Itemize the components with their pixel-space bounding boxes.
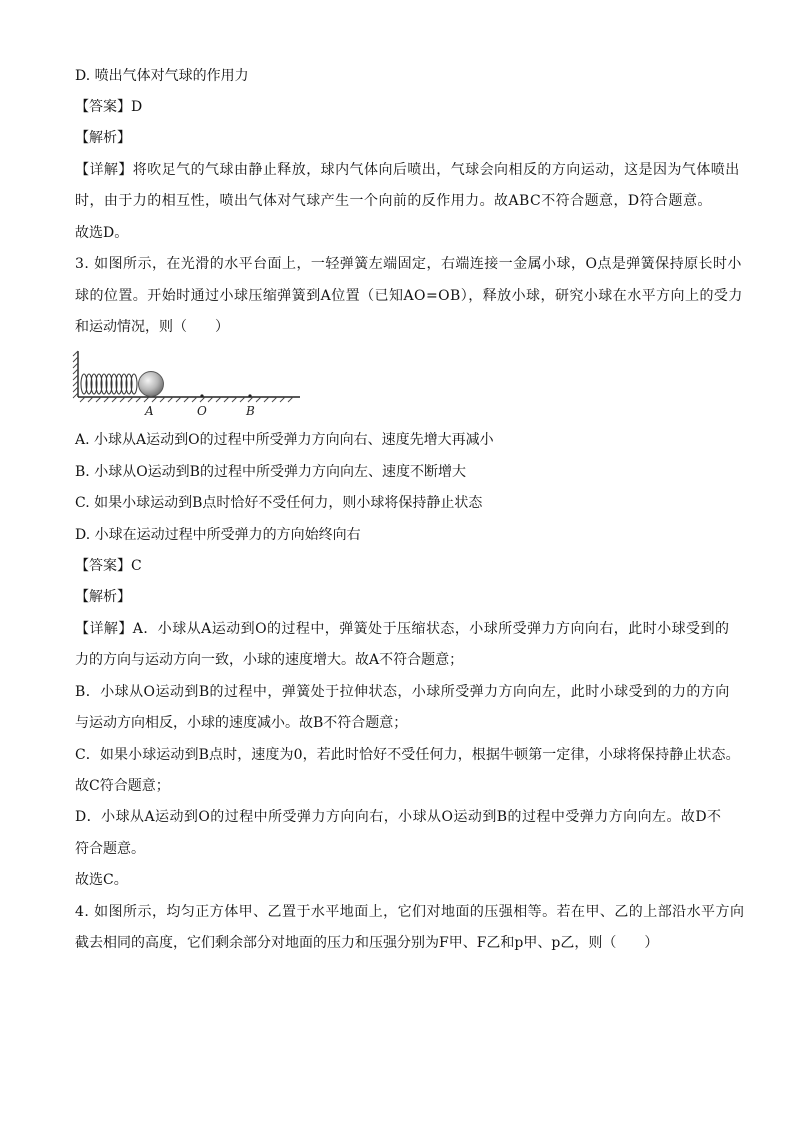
q2-choose: 故选D。	[75, 225, 129, 241]
q3-answer: 【答案】C	[75, 558, 142, 574]
metal-ball	[139, 372, 164, 397]
q3-detail-a-line-2: 力的方向与运动方向一致，小球的速度增大。故A不符合题意；	[75, 652, 464, 668]
q3-detail-b-line-1: B．小球从O运动到B的过程中，弹簧处于拉伸状态，小球所受弹力方向向左，此时小球受到的力的方向	[75, 684, 730, 700]
prev-option-d: D. 喷出气体对气球的作用力	[75, 68, 249, 84]
q3-option-c: C. 如果小球运动到B点时恰好不受任何力，则小球将保持静止状态	[75, 495, 483, 511]
label-b: B	[246, 404, 255, 418]
q2-answer: 【答案】D	[75, 99, 143, 115]
spring-coils	[81, 374, 137, 394]
q3-detail-d-line-2: 符合题意。	[75, 841, 145, 857]
q3-choose: 故选C。	[75, 872, 128, 888]
point-b-dot	[248, 394, 251, 397]
q3-detail-c-line-2: 故C符合题意；	[75, 778, 170, 794]
spring-ball-figure	[72, 347, 302, 419]
q3-stem-line-2: 球的位置。开始时通过小球压缩弹簧到A位置（已知AO=OB），释放小球，研究小球在水平方向上的受力	[75, 288, 743, 304]
q3-detail-d-line-1: D．小球从A运动到O的过程中所受弹力方向向右，小球从O运动到B的过程中受弹力方向向左。故D不	[75, 809, 722, 825]
q3-detail-c-line-1: C．如果小球运动到B点时，速度为0，若此时恰好不受任何力，根据牛顿第一定律，小球将保持静止状态。	[75, 747, 740, 763]
q4-stem-line-1: 4. 如图所示，均匀正方体甲、乙置于水平地面上，它们对地面的压强相等。若在甲、乙的上部沿水平方向	[75, 904, 745, 920]
label-o: O	[197, 404, 207, 418]
q3-option-b: B. 小球从O运动到B的过程中所受弹力方向向左、速度不断增大	[75, 464, 466, 480]
wall-hatching	[73, 351, 78, 398]
q3-option-a: A. 小球从A运动到O的过程中所受弹力方向向右、速度先增大再减小	[75, 432, 494, 448]
q2-analysis-heading: 【解析】	[75, 130, 131, 146]
q3-detail-a-line-1: 【详解】A．小球从A运动到O的过程中，弹簧处于压缩状态，小球所受弹力方向向右，此时小球受到的	[75, 621, 730, 637]
label-a: A	[145, 404, 154, 418]
q3-stem-line-1: 3. 如图所示，在光滑的水平台面上，一轻弹簧左端固定，右端连接一金属小球，O点是弹簧保持原长时小	[75, 256, 742, 272]
q4-stem-line-2: 截去相同的高度，它们剩余部分对地面的压力和压强分别为F甲、F乙和p甲、p乙，则（ ）	[75, 935, 659, 951]
table-hatching	[80, 397, 293, 402]
q3-stem-line-3: 和运动情况，则（ ）	[75, 319, 229, 335]
spring-ball-diagram	[72, 347, 302, 419]
q3-detail-b-line-2: 与运动方向相反，小球的速度减小。故B不符合题意；	[75, 715, 408, 731]
point-o-dot	[200, 394, 203, 397]
q3-analysis-heading: 【解析】	[75, 589, 131, 605]
q2-detail-line-2: 时，由于力的相互性，喷出气体对气球产生一个向前的反作用力。故ABC不符合题意，D符合题意。	[75, 193, 712, 209]
q2-detail-line-1: 【详解】将吹足气的气球由静止释放，球内气体向后喷出，气球会向相反的方向运动，这是因为气体喷出	[75, 162, 740, 178]
q3-option-d: D. 小球在运动过程中所受弹力的方向始终向右	[75, 527, 361, 543]
